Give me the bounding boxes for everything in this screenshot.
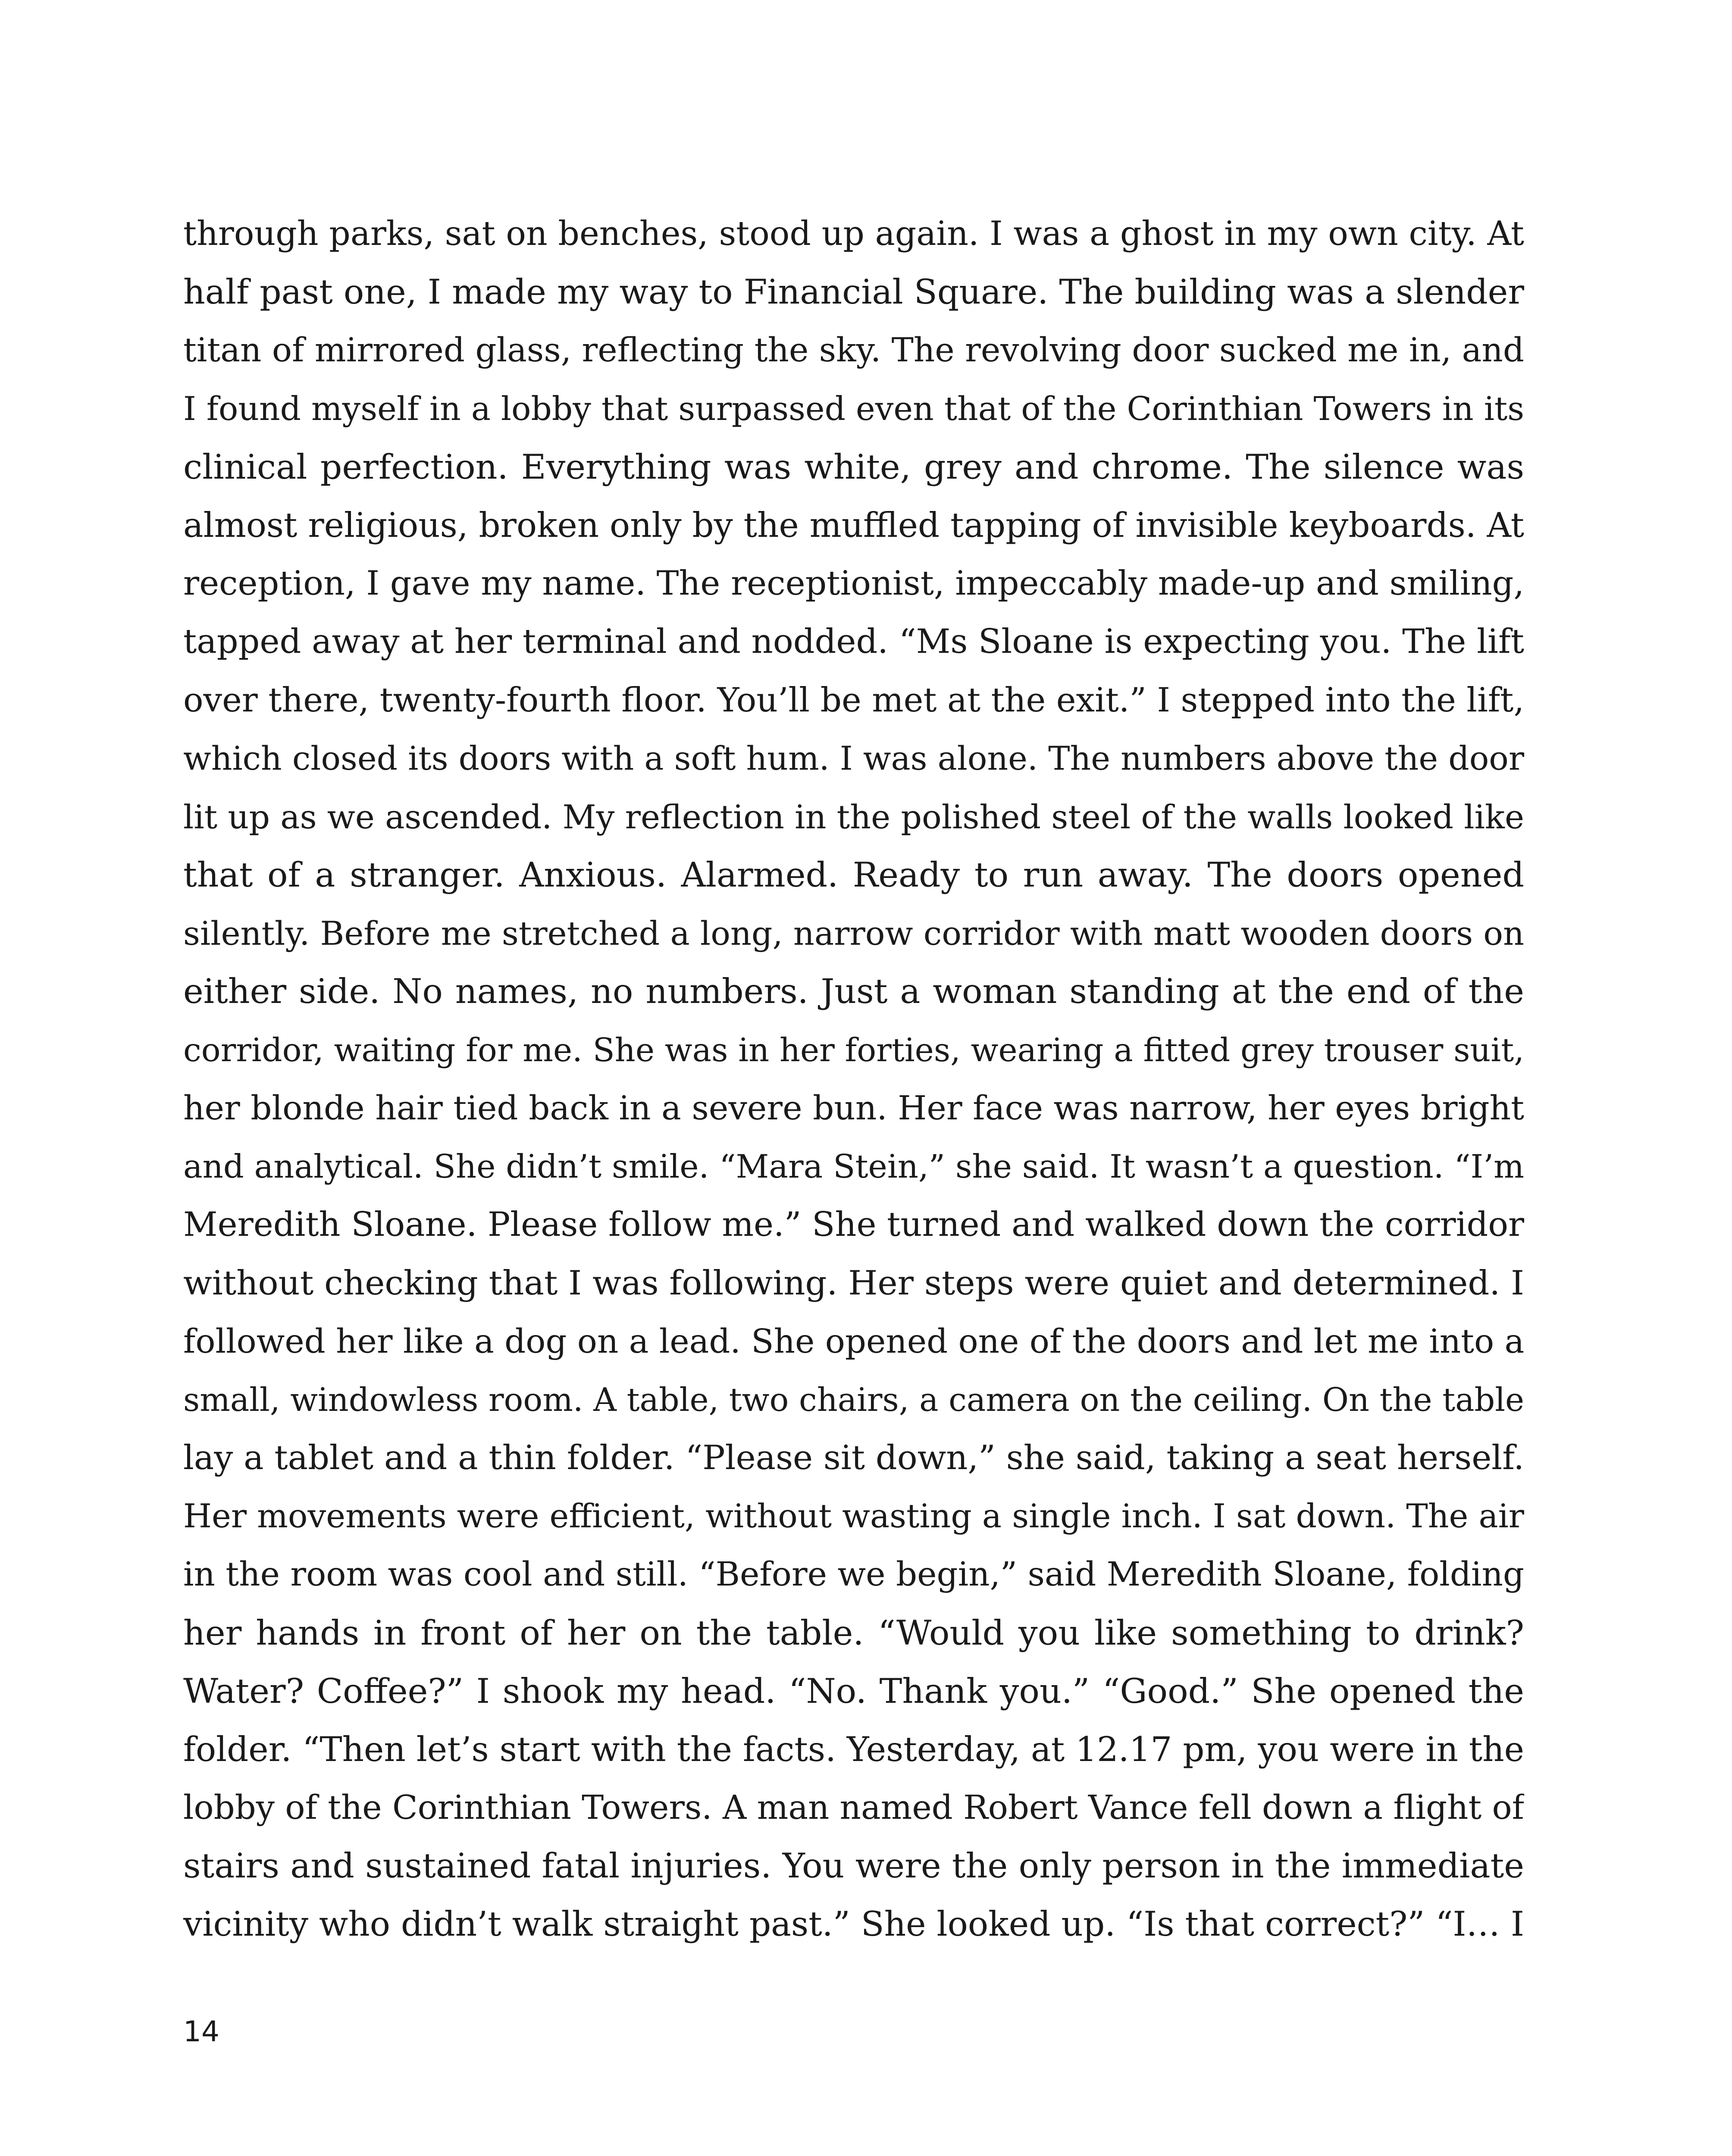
text-line: that of a stranger. Anxious. Alarmed. Ready to run away. The doors opened xyxy=(183,855,1524,895)
text-line: almost religious, broken only by the muffled tapping of invisible keyboards. At xyxy=(183,505,1524,545)
page-number: 14 xyxy=(183,2015,219,2048)
text-line: small, windowless room. A table, two chairs, a camera on the ceiling. On the table xyxy=(183,1381,1524,1419)
text-line: followed her like a dog on a lead. She opened one of the doors and let me into a xyxy=(183,1322,1524,1361)
text-line: folder. “Then let’s start with the facts. Yesterday, at 12.17 pm, you were in the xyxy=(183,1730,1524,1769)
text-line: tapped away at her terminal and nodded. “Ms Sloane is expecting you. The lift xyxy=(183,622,1524,661)
text-line: half past one, I made my way to Financial Square. The building was a slender xyxy=(183,272,1524,312)
text-line: reception, I gave my name. The receptionist, impeccably made-up and smiling, xyxy=(183,564,1524,603)
text-line: lay a tablet and a thin folder. “Please sit down,” she said, taking a seat herself. xyxy=(183,1438,1524,1477)
body-text xyxy=(183,205,1524,1954)
text-line: lobby of the Corinthian Towers. A man named Robert Vance fell down a flight of xyxy=(183,1789,1524,1827)
text-line: and analytical. She didn’t smile. “Mara Stein,” she said. It wasn’t a question. “I’m xyxy=(183,1148,1524,1185)
text-line: corridor, waiting for me. She was in her forties, wearing a fitted grey trouser suit, xyxy=(183,1031,1524,1069)
text-line: stairs and sustained fatal injuries. You were the only person in the immediate xyxy=(183,1846,1524,1886)
text-line: in the room was cool and still. “Before we begin,” said Meredith Sloane, folding xyxy=(183,1555,1524,1594)
text-line: vicinity who didn’t walk straight past.” She looked up. “Is that correct?” “I… I xyxy=(183,1904,1524,1944)
text-line: Her movements were efficient, without wasting a single inch. I sat down. The air xyxy=(183,1497,1524,1536)
text-line: over there, twenty-fourth floor. You’ll be met at the exit.” I stepped into the lift, xyxy=(183,680,1524,720)
text-line: through parks, sat on benches, stood up again. I was a ghost in my own city. At xyxy=(183,214,1524,253)
text-line: her hands in front of her on the table. “Would you like something to drink? xyxy=(183,1613,1524,1653)
text-line: which closed its doors with a soft hum. I was alone. The numbers above the door xyxy=(183,739,1524,777)
text-line: clinical perfection. Everything was white, grey and chrome. The silence was xyxy=(183,447,1524,487)
text-line: her blonde hair tied back in a severe bun. Her face was narrow, her eyes bright xyxy=(183,1089,1524,1128)
text-line: either side. No names, no numbers. Just a woman standing at the end of the xyxy=(183,971,1524,1012)
text-line: lit up as we ascended. My reflection in the polished steel of the walls looked like xyxy=(183,797,1524,836)
text-line: Water? Coffee?” I shook my head. “No. Thank you.” “Good.” She opened the xyxy=(183,1671,1524,1711)
text-line: without checking that I was following. Her steps were quiet and determined. I xyxy=(183,1263,1524,1303)
text-line: Meredith Sloane. Please follow me.” She turned and walked down the corridor xyxy=(183,1205,1524,1244)
text-line: titan of mirrored glass, reflecting the sky. The revolving door sucked me in, and xyxy=(183,331,1524,370)
text-line: silently. Before me stretched a long, narrow corridor with matt wooden doors on xyxy=(183,914,1524,953)
text-line: I found myself in a lobby that surpassed even that of the Corinthian Towers in its xyxy=(183,389,1524,428)
